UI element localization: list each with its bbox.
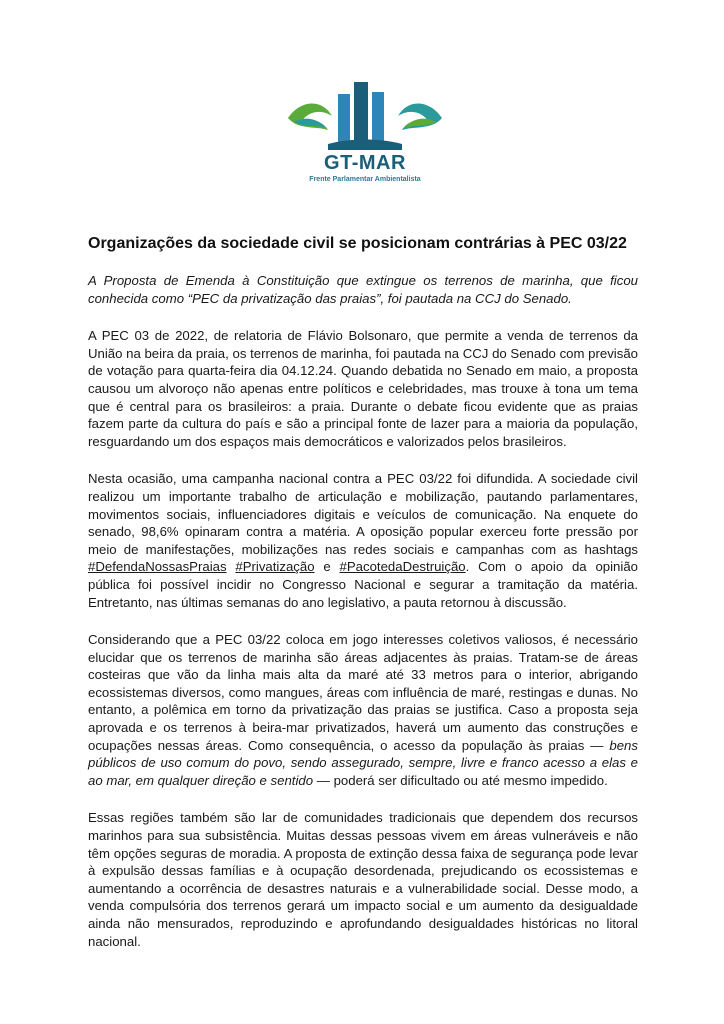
logo-name: GT-MAR	[324, 152, 406, 174]
paragraph-3-text-b: — poderá ser dificultado ou até mesmo impedido.	[313, 772, 608, 788]
logo-subtitle: Frente Parlamentar Ambientalista	[309, 176, 421, 183]
paragraph-2-text-a: Nesta ocasião, uma campanha nacional contra a PEC 03/22 foi difundida. A sociedade civil realizou um importante trabalho de articulação e mobilização, pautando parlamentares, movimentos sociais, influenciadores digitais e veículos de comunicação. Na enquete do senado, 98,6% opinaram contra a matéria. A oposição popular exerceu forte pressão por meio de manifestações, mobilizações nas redes sociais e campanhas com as hashtags	[88, 471, 638, 557]
separator-2: e	[314, 559, 340, 575]
gt-mar-logo	[280, 78, 450, 198]
paragraph-4: Essas regiões também são lar de comunidades tradicionais que dependem dos recursos marinhos para sua subsistência. Muitas dessas pessoas vivem em áreas vulneráveis e não têm opções seguras de moradia. A proposta de extinção dessa faixa de segurança pode levar à expulsão dessas famílias e à ocupação desordenada, prejudicando os ecossistemas e aumentando a ocorrência de desastres naturais e a vulnerabilidade social. Desse modo, a venda compulsória dos terrenos gerará um impacto social e um aumento da desigualdade ainda não mensurados, reproduzindo e aprofundando desigualdades históricas no litoral nacional.	[88, 810, 638, 949]
logo-mark-icon	[280, 78, 450, 158]
document-body	[88, 234, 638, 970]
paragraph-2	[88, 470, 638, 611]
lead-paragraph: A Proposta de Emenda à Constituição que extingue os terrenos de marinha, que ficou conhecida como “PEC da privatização das praias”, foi pautada na CCJ do Senado.	[88, 273, 638, 306]
paragraph-2-text-b: . Com o apoio da opinião pública foi possível incidir no Congresso Nacional e segurar a tramitação da matéria. Entretanto, nas últimas semanas do ano legislativo, a pauta retornou à discussão.	[88, 559, 638, 610]
hashtag-privatizacao: #Privatização	[235, 559, 315, 575]
document-title: Organizações da sociedade civil se posicionam contrárias à PEC 03/22	[88, 235, 627, 252]
constitutional-quote: bens públicos de uso comum do povo, sendo assegurado, sempre, livre e franco acesso a elas e ao mar, em qualquer direção e sentido	[88, 737, 638, 788]
hashtag-defenda-nossas-praias: #DefendaNossasPraias	[88, 559, 227, 575]
paragraph-3-text-a: Considerando que a PEC 03/22 coloca em jogo interesses coletivos valiosos, é necessário elucidar que os terrenos de marinha são áreas adjacentes às praias. Tratam-se de áreas costeiras que vão da linha mais alta da maré até 33 metros para o interior, abrigando ecossistemas diversos, como mangues, áreas com influência de maré, restingas e dunas. No entanto, a polêmica em torno da privatização das praias se justifica. Caso a proposta seja aprovada e os terrenos à beira-mar privatizados, haverá um aumento das construções e ocupações nessas áreas. Como consequência, o acesso da população às praias —	[88, 632, 638, 753]
paragraph-1: A PEC 03 de 2022, de relatoria de Flávio Bolsonaro, que permite a venda de terrenos da União na beira da praia, os terrenos de marinha, foi pautada na CCJ do Senado com previsão de votação para quarta-feira dia 04.12.24. Quando debatida no Senado em maio, a proposta causou um alvoroço não apenas entre políticos e celebridades, mas trouxe à tona um tema que é central para os brasileiros: a praia. Durante o debate ficou evidente que as praias fazem parte da cultura do país e são a principal fonte de lazer para a maioria da população, resguardando um dos espaços mais democráticos e valorizados pelos brasileiros.	[88, 328, 638, 449]
hashtag-pacote-da-destruicao: #PacotedaDestruição	[339, 559, 466, 575]
paragraph-3	[88, 631, 638, 789]
